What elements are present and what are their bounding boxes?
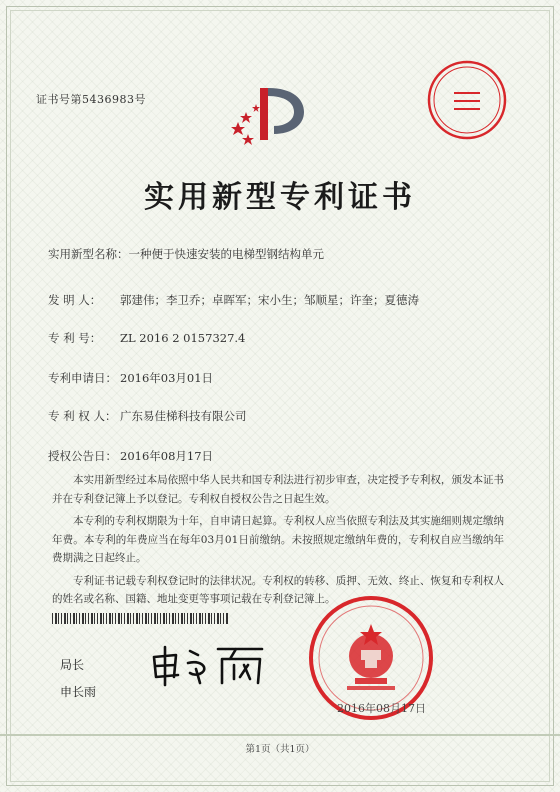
director-signature: [150, 643, 270, 687]
page-footer: 第1页（共1页）: [245, 744, 315, 755]
grant-date-label: 授权公告日：: [48, 449, 117, 463]
director-name: 申长雨: [60, 685, 97, 699]
name-value: 一种便于快速安装的电梯型钢结构单元: [128, 247, 324, 261]
seal-date: 2016年08月17日: [337, 702, 426, 715]
name-label: 实用新型名称：: [48, 247, 129, 261]
patentee-value: 广东易佳梯科技有限公司: [120, 409, 247, 423]
certificate-title: 实用新型专利证书: [144, 180, 416, 215]
filing-date-value: 2016年03月01日: [120, 371, 214, 385]
inventors: [48, 292, 419, 308]
patent-value: ZL 2016 2 0157327.4: [120, 331, 246, 345]
grant-date-value: 2016年08月17日: [120, 449, 214, 463]
body-paragraph-3: 专利证书记载专利权登记时的法律状况。专利权的转移、质押、无效、终止、恢复和专利权人的姓名或名称、国籍、地址变更等事项记载在专利登记簿上。: [52, 574, 504, 605]
certificate-body: [52, 471, 504, 609]
inventor-label: 发 明 人：: [48, 293, 102, 307]
director-title: 局长: [60, 658, 85, 672]
inventor-value: 郭建伟；李卫乔；卓晖军；宋小生；邹顺星；许奎；夏德涛: [120, 293, 419, 307]
sipo-logo-icon: [224, 82, 316, 162]
barcode: [52, 613, 228, 624]
grant-date: [48, 448, 213, 464]
patent-label: 专 利 号：: [48, 331, 102, 345]
small-seal-icon: [426, 59, 508, 141]
filing-date: [48, 370, 213, 386]
patentee: [48, 408, 247, 424]
utility-model-name: [48, 246, 324, 262]
body-paragraph-2: 本专利的专利权期限为十年，自申请日起算。专利权人应当依照专利法及其实施细则规定缴纳年费。本专利的年费应当在每年03月01日前缴纳。未按照规定缴纳年费的，专利权自应当缴纳年费期满之日起终止。: [52, 515, 504, 564]
certificate-number: 证书号第5436983号: [36, 93, 146, 106]
patent-number: [48, 330, 245, 346]
filing-date-label: 专利申请日：: [48, 371, 117, 385]
body-paragraph-1: 本实用新型经过本局依照中华人民共和国专利法进行初步审查，决定授予专利权，颁发本证书并在专利登记簿上予以登记。专利权自授权公告之日起生效。: [52, 474, 504, 505]
footer-divider: [0, 734, 560, 736]
patentee-label: 专 利 权 人：: [48, 409, 117, 423]
